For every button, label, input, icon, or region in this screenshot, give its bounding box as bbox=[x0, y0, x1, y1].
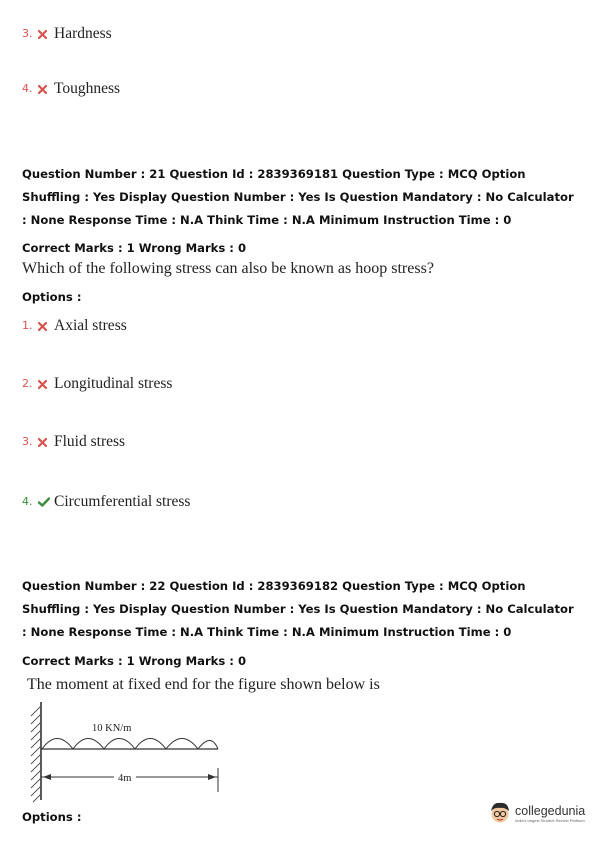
question-22-text: The moment at fixed end for the figure shown below is bbox=[27, 676, 380, 693]
question-21-marks: Correct Marks : 1 Wrong Marks : 0 bbox=[22, 241, 247, 255]
question-22-meta: Question Number : 22 Question Id : 2839369182 Question Type : MCQ Option Shuffling : Yes Display Question Number : Yes Is Question Mandatory : No Calculator : None Response Time : N.A Think Time : N.A Minimum Instruction Time : 0 bbox=[22, 579, 574, 639]
arrow-right-icon bbox=[208, 774, 216, 780]
q21-option-3 bbox=[22, 432, 125, 451]
question-22-marks: Correct Marks : 1 Wrong Marks : 0 bbox=[22, 654, 247, 668]
load-label: 10 KN/m bbox=[92, 723, 132, 734]
span-label: 4m bbox=[118, 773, 132, 784]
option-number: 4. bbox=[22, 82, 33, 95]
option-number: 3. bbox=[22, 27, 33, 40]
q21-option-4 bbox=[22, 492, 190, 511]
option-text: Circumferential stress bbox=[54, 492, 191, 510]
option-4-toughness bbox=[22, 79, 120, 98]
cantilever-beam-figure bbox=[26, 700, 236, 804]
option-number: 2. bbox=[22, 377, 33, 390]
logo-name: collegedunia bbox=[515, 803, 586, 818]
check-icon bbox=[38, 492, 50, 511]
arrow-left-icon bbox=[43, 774, 51, 780]
option-3-hardness bbox=[22, 24, 112, 43]
question-21-meta: Question Number : 21 Question Id : 2839369181 Question Type : MCQ Option Shuffling : Yes Display Question Number : Yes Is Question Mandatory : No Calculator : None Response Time : N.A Think Time : N.A Minimum Instruction Time : 0 bbox=[22, 167, 574, 227]
question-22-options-label: Options : bbox=[22, 810, 82, 824]
option-number: 3. bbox=[22, 435, 33, 448]
question-21-text: Which of the following stress can also be known as hoop stress? bbox=[22, 260, 434, 277]
option-number: 1. bbox=[22, 319, 33, 332]
option-text: Longitudinal stress bbox=[54, 374, 173, 392]
option-text: Fluid stress bbox=[54, 432, 126, 450]
logo-tagline: India's largest Student Review Platform bbox=[515, 817, 585, 823]
question-21-options-label: Options : bbox=[22, 290, 82, 304]
wall-hatching bbox=[31, 706, 41, 802]
cross-icon bbox=[38, 432, 50, 451]
option-number: 4. bbox=[22, 495, 33, 508]
option-text: Axial stress bbox=[54, 316, 127, 334]
q21-option-1 bbox=[22, 316, 127, 335]
cross-icon bbox=[38, 374, 50, 393]
cross-icon bbox=[38, 316, 50, 335]
cross-icon bbox=[38, 79, 50, 98]
option-text: Toughness bbox=[54, 79, 121, 97]
collegedunia-logo bbox=[488, 800, 585, 826]
option-text: Hardness bbox=[54, 24, 112, 42]
q21-option-2 bbox=[22, 374, 172, 393]
cross-icon bbox=[38, 24, 50, 43]
mascot-icon bbox=[488, 800, 512, 826]
distributed-load bbox=[42, 739, 218, 750]
